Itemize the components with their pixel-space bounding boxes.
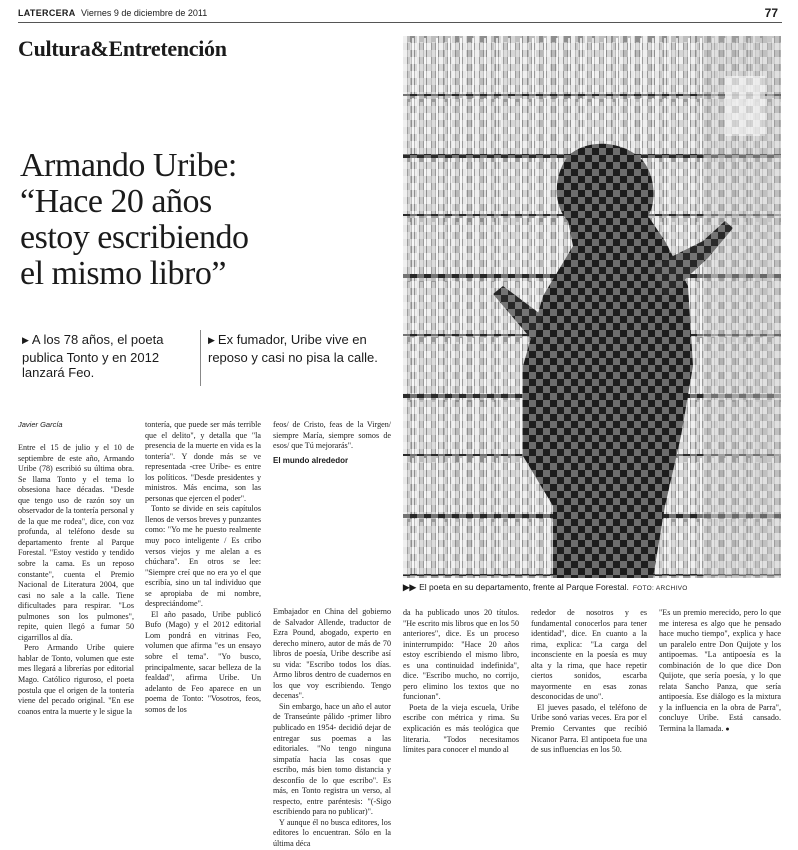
newspaper-name: LATERCERA	[18, 8, 76, 18]
body-column-1	[18, 443, 134, 800]
masthead	[18, 4, 782, 23]
body-paragraph: Y aunque él no busca editores, los editores lo encuentran. Sólo en la última déca	[273, 817, 391, 849]
body-paragraph: El jueves pasado, el teléfono de Uribe sonó varias veces. Era por el Premio Cervantes que recibió Nicanor Parra. El antipoeta fue una de sus influencias en los 50.	[531, 702, 647, 755]
article-headline	[20, 148, 390, 292]
end-mark-icon: ●	[725, 725, 730, 734]
body-paragraph: tontería, que puede ser más terrible que el delito", y detalla que "la presencia de la muerte en vida es la tontería". Y donde más se ve representada -cree Uribe- es entre los políticos. "Desde presidentes y ministros. Más encima, son las personas que ejercen el poder".	[145, 420, 261, 503]
photo-caption	[403, 582, 781, 593]
body-paragraph: Entre el 15 de julio y el 10 de septiembre de este año, Armando Uribe (78) escribió su última obra. Se llama Tonto y el tema lo obsesiona hace décadas. "Desde que tengo uso de razón soy un observador de la tontería personal y de la que me rodea", dice, con voz profunda, al teléfono desde su departamento frente al Parque Forestal. "Estoy vestido y tendido sobre la cama. Es un reposo constante", cuenta el Premio Nacional de Literatura 2004, que casi no sale a la calle. Tiene dificultades para respirar. "Los pulmones son los pulmones", repite, quien llegó a fumar 50 cigarrillos al día.	[18, 443, 134, 642]
page-number: 77	[764, 6, 778, 20]
article-photo	[403, 36, 781, 578]
body-column-2	[145, 420, 261, 800]
body-paragraph-text: "Es un premio merecido, pero lo que me interesa es algo que he pensado hace mucho tiempo", explica y hace un paralelo entre Don Quijote y los antipoemas. "La antipoesía es la combinación de lo que dice Don Quijote, que sería poesía, y lo que relata Sancho Panza, que sería antipoesía. Ese diálogo es la mixtura y la influencia en la obra de Parra", concluye Uribe. Está cansado. Termina la llamada.	[659, 608, 781, 734]
headline-line: Armando Uribe:	[20, 147, 237, 184]
deck-left	[22, 332, 202, 381]
body-paragraph: El año pasado, Uribe publicó Bufo (Mago) y el 2012 editorial Lom pondrá en vitrinas Feo, volumen que afirma "es un ensayo sobre el tema". "Yo busco, principalmente, sacar belleza de la fealdad", afirma Uribe. Un adelanto de Feo aparece en un poema de Tonto: "Vosotros, feos, somos de los	[145, 609, 261, 714]
deck-right	[208, 332, 388, 365]
photo-credit: FOTO: ARCHIVO	[632, 585, 688, 592]
headline-line: “Hace 20 años	[20, 183, 212, 220]
body-paragraph: rededor de nosotros y es fundamental conocerlos para tener identidad", dice. En cuanto a la rima, explica: "La carga del inconsciente en la poesía es muy alta y la rima, que hace repetir ciertos sonidos, escarba mayormente en esas zonas desconocidas de uno".	[531, 608, 647, 702]
byline: Javier García	[18, 420, 63, 429]
body-paragraph: Sin embargo, hace un año el autor de Transeúnte pálido -primer libro publicado en 1954- decidió dejar de entregar sus poemas a las editoriales. "No tengo ninguna simpatía hacia las cosas que escribo, más bien tomo distancia y desconfío de lo que escribo". Es más, en Tonto registra un verso, al respecto, entre paréntesis: "(-Sigo escribiendo para no publicar)".	[273, 701, 391, 817]
body-paragraph: Embajador en China del gobierno de Salvador Allende, traductor de Ezra Pound, abogado, experto en derecho minero, autor de más de 70 libros de poesía, Uribe describe así su vida: "Escribo todos los días. Armo libros dentro de cuadernos en los que voy escribiendo. Tengo decenas".	[273, 607, 391, 701]
body-column-3-lower	[273, 607, 391, 849]
caption-text: El poeta en su departamento, frente al Parque Forestal.	[419, 582, 629, 592]
deck-right-text: Ex fumador, Uribe vive en reposo y casi no pisa la calle.	[208, 332, 378, 365]
body-paragraph: Pero Armando Uribe quiere hablar de Tonto, volumen que este mes llegará a librerías por editorial Mago. Católico riguroso, el poeta postula que el origen de la tontería viene del pecado original. "En ese coanos entra la muerte y le sigue la	[18, 643, 134, 716]
body-column-3	[273, 420, 391, 605]
bullet-triangle-icon: ▶	[22, 335, 29, 345]
body-paragraph	[659, 608, 781, 735]
section-title: Cultura&Entretención	[18, 36, 227, 61]
body-paragraph: feos/ de Cristo, feas de la Virgen/ siempre María, siempre somos de esos/ que Tú mejorarás".	[273, 420, 391, 451]
body-column-5	[531, 608, 647, 800]
deck-left-text: A los 78 años, el poeta publica Tonto y en 2012 lanzará Feo.	[22, 332, 164, 380]
headline-line: el mismo libro”	[20, 255, 226, 292]
bullet-triangle-icon: ▶	[208, 335, 215, 345]
deck-divider	[200, 330, 201, 386]
caption-arrows-icon: ▶▶	[403, 582, 417, 592]
poet-photo-image	[403, 36, 781, 578]
body-column-4	[403, 608, 519, 800]
body-column-6	[659, 608, 781, 800]
subhead: El mundo alrededor	[273, 455, 349, 465]
issue-date: Viernes 9 de diciembre de 2011	[81, 8, 208, 18]
body-paragraph: da ha publicado unos 20 títulos. "He escrito mis libros que en los 50 anteriores", dice. Es un proceso ininterrumpido: "Hace 20 años estoy escribiendo el mismo libro, es una continuidad indefinida", dice. "Escribo mucho, no corrijo, pero elimino los textos que no funcionan".	[403, 608, 519, 702]
headline-line: estoy escribiendo	[20, 219, 249, 256]
body-paragraph: Tonto se divide en seis capítulos llenos de versos breves y punzantes como: "Yo me he puesto realmente muy poco inteligente / Es cribo versos viejos y me alelan a es chúchara". En otros se lee: "Siempre creí que no era yo el que escribía, sino un tal individuo que se apropiaba de mi nombre, despreciándome".	[145, 504, 261, 609]
body-paragraph: Poeta de la vieja escuela, Uribe escribe con métrica y rima. Su explicación es más teológica que literaria. "Todos necesitamos límites para conocer el mundo al	[403, 702, 519, 755]
